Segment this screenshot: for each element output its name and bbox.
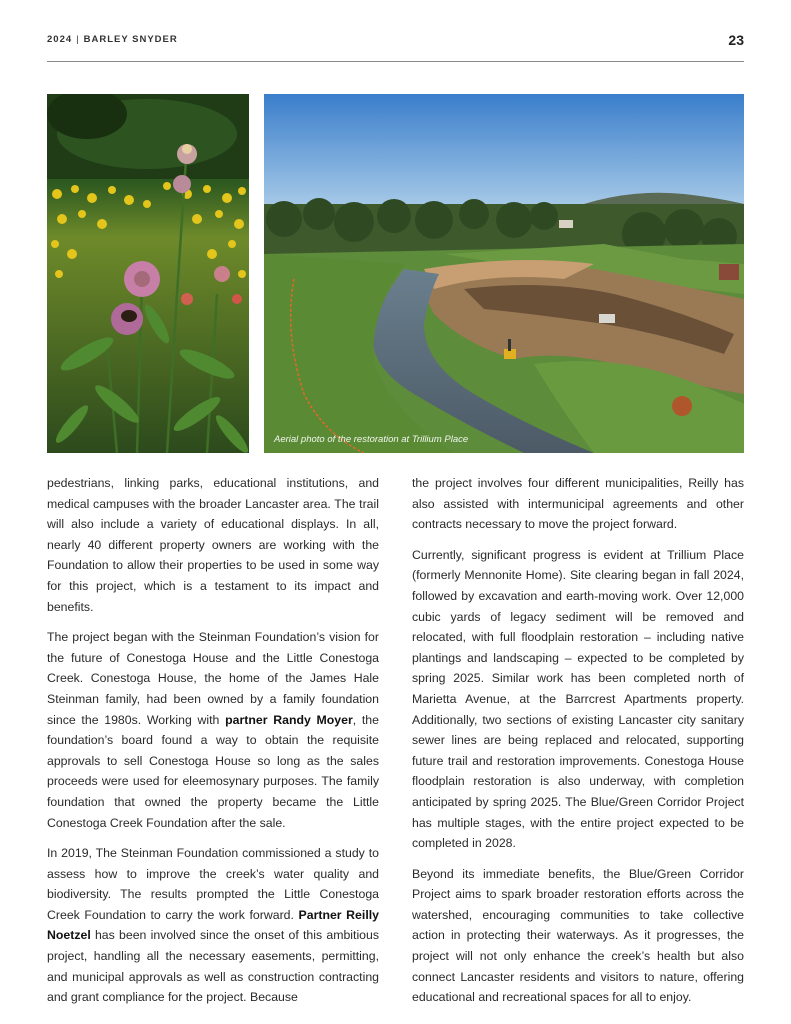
header-year: 2024 <box>47 34 73 45</box>
header-divider <box>47 61 744 62</box>
photo-caption: Aerial photo of the restoration at Trillium Place <box>274 434 469 445</box>
page-number: 23 <box>728 32 744 48</box>
paragraph: the project involves four different municipalities, Reilly has also assisted with intermunicipal agreements and other contracts necessary to move the project forward. <box>412 476 744 532</box>
paragraph: Beyond its immediate benefits, the Blue/Green Corridor Project aims to spark broader restoration efforts across the watershed, encouraging communities to take collective action in protecting their waterways. As it progresses, the project will not only enhance the creek’s health but also connect Lancaster residents and visitors to nature, offering educational and recreational spaces for all to enjoy. <box>412 866 744 1005</box>
aerial-restoration-photo <box>264 94 744 453</box>
partner-name: Partner Reilly Noetzel <box>47 907 379 943</box>
paragraph-text: The project began with the Steinman Foundation’s vision for the future of Conestoga House and the Little Conestoga Creek. Conestoga House, the home of the James Hale Steinman family, had been owned by a family foundation since the 1980s. Working with <box>47 630 379 727</box>
left-text-column <box>47 473 379 1018</box>
paragraph <box>47 843 379 1008</box>
paragraph: Currently, significant progress is evident at Trillium Place (formerly Mennonite Home). Site clearing began in fall 2024, followed by excavation and earth-moving work. Over 12,000 cubic yards of legacy sediment will be removed and relocated, with full floodplain restoration – including native plantings and landscaping – expected to be completed by spring 2025. Similar work has been completed north of Marietta Avenue, at the Barrcrest Apartments property. Additionally, two sections of existing Lancaster city sanitary sewer lines are being replaced and relocated, supporting future trail and restoration improvements. Conestoga House floodplain restoration is also underway, with completion anticipated by spring 2025. The Blue/Green Corridor Project has multiple stages, with the entire project expected to be completed in 2028. <box>412 547 744 851</box>
paragraph <box>47 627 379 833</box>
paragraph-text: , the foundation’s board found a way to obtain the requisite approvals to sell Conestoga House so long as the sales proceeds were used for eleemosynary purposes. The family foundation that owned the property became the Little Conestoga Creek Foundation after the sale. <box>47 712 379 830</box>
header-separator: | <box>76 34 80 45</box>
header-firm-name: BARLEY SNYDER <box>83 34 178 45</box>
wildflower-photo <box>47 94 249 453</box>
paragraph-text: has been involved since the onset of this ambitious project, handling all the necessary easements, permitting, and municipal approvals as well as construction contracting and grant compliance for the project. Because <box>47 928 379 1005</box>
paragraph: pedestrians, linking parks, educational institutions, and medical campuses with the broader Lancaster area. The trail will also include a variety of educational displays. In all, nearly 40 different property owners are working with the Foundation to allow their properties to be used in some way for this project, which is a testament to its impact and benefits. <box>47 476 379 614</box>
paragraph-text: In 2019, The Steinman Foundation commissioned a study to assess how to improve the creek’s water quality and biodiversity. The results prompted the Little Conestoga Creek Foundation to carry the work forward. <box>47 846 379 922</box>
right-text-column <box>412 473 744 1018</box>
running-header <box>47 34 178 45</box>
partner-name: partner Randy Moyer <box>225 712 353 727</box>
